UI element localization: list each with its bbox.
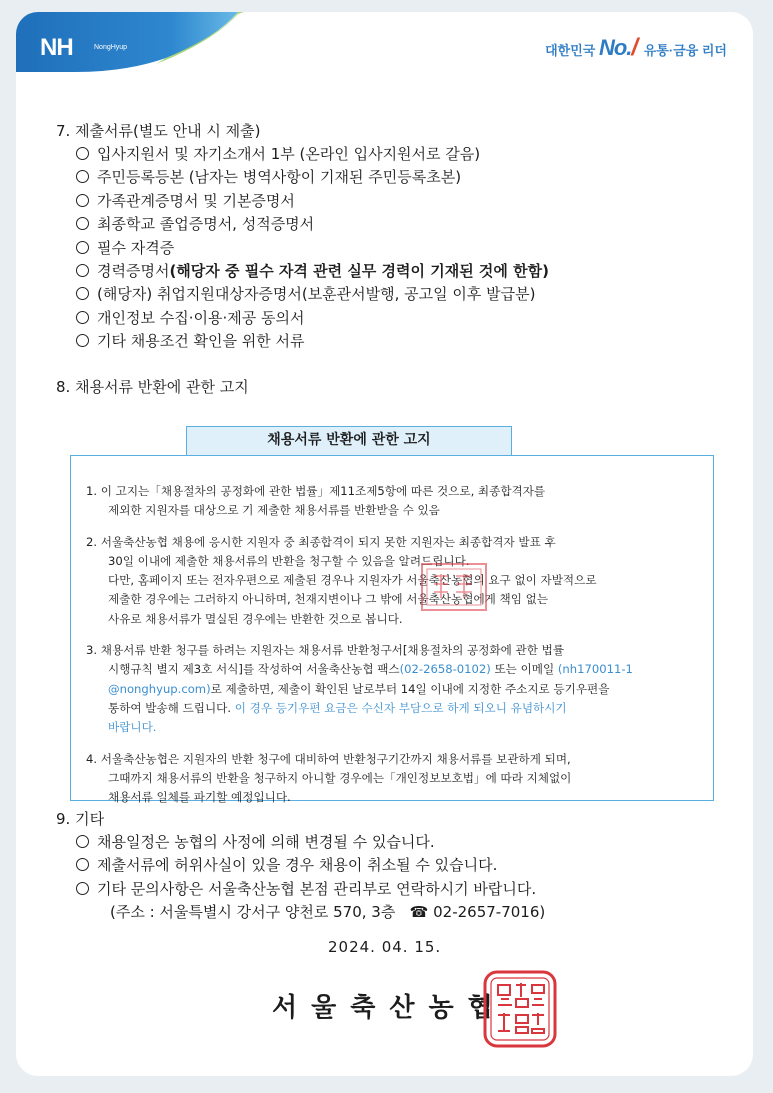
document-page xyxy=(16,12,753,1076)
circle-bullet-icon xyxy=(76,217,89,230)
list-item: 기타 문의사항은 서울축산농협 본점 관리부로 연락하시기 바랍니다. xyxy=(56,878,736,901)
notice-paragraph-2: 2. 서울축산농협 채용에 응시한 지원자 중 최종합격이 되지 못한 지원자는 최종합격자 발표 후 30일 이내에 제출한 채용서류의 반환을 청구할 수 있음을 알려드립니다. 다만, 홈페이지 또는 전자우편으로 제출된 경우나 지원자가 서울축산농협의 요구 없이 자발적으로 제출한 경우에는 그러하지 아니하며, 천재지변이나 그 밖에 서울축산농협에게 책임 없는 사유로 채용서류가 멸실된 경우에는 반환한 것으로 봅니다. xyxy=(86,534,597,626)
list-item: (해당자) 취업지원대상자증명서(보훈관서발행, 공고일 이후 발급분) xyxy=(56,283,736,306)
notice-body xyxy=(86,482,706,819)
list-item: 제출서류에 허위사실이 있을 경우 채용이 취소될 수 있습니다. xyxy=(56,854,736,877)
faint-seal-stamp-icon xyxy=(416,560,492,614)
slogan xyxy=(545,34,727,62)
circle-bullet-icon xyxy=(76,264,89,277)
notice-title: 채용서류 반환에 관한 고지 xyxy=(186,426,512,456)
list-item: 개인정보 수집·이용·제공 동의서 xyxy=(56,307,736,330)
list-item: 주민등록등본 (남자는 병역사항이 기재된 주민등록초본) xyxy=(56,166,736,189)
email-address: (nh170011-1 xyxy=(557,662,633,677)
section-8-title: 8. 채용서류 반환에 관한 고지 xyxy=(56,377,249,396)
email-address-cont: @nonghyup.com) xyxy=(108,681,211,696)
circle-bullet-icon xyxy=(76,334,89,347)
circle-bullet-icon xyxy=(76,311,89,324)
circle-bullet-icon xyxy=(76,241,89,254)
list-item: 필수 자격증 xyxy=(56,237,736,260)
circle-bullet-icon xyxy=(76,835,89,848)
list-item: 최종학교 졸업증명서, 성적증명서 xyxy=(56,213,736,236)
notice-paragraph-1: 1. 이 고지는「채용절차의 공정화에 관한 법률」제11조제5항에 따른 것으로, 최종합격자를 제외한 지원자를 대상으로 기 제출한 채용서류를 반환받을 수 있음 xyxy=(86,484,546,518)
list-item: 채용일정은 농협의 사정에 의해 변경될 수 있습니다. xyxy=(56,831,736,854)
slogan-prefix: 대한민국 xyxy=(545,43,596,58)
organization-name: 서울축산농협 xyxy=(272,993,507,1023)
nh-logo-subtitle: NongHyup xyxy=(94,44,128,51)
slogan-suffix: 유통·금융 리더 xyxy=(643,43,727,58)
list-item-career: 경력증명서(해당자 중 필수 자격 관련 실무 경력이 기재된 것에 한함) xyxy=(56,260,736,283)
contact-address: (주소 : 서울특별시 강서구 양천로 570, 3층 ☎ 02-2657-7016) xyxy=(110,903,546,922)
circle-bullet-icon xyxy=(76,287,89,300)
section-9-title: 9. 기타 xyxy=(56,810,105,828)
circle-bullet-icon xyxy=(76,194,89,207)
list-item: 기타 채용조건 확인을 위한 서류 xyxy=(56,330,736,353)
notice-paragraph-3: 3. 채용서류 반환 청구를 하려는 지원자는 채용서류 반환청구서[채용절차의 공정화에 관한 법률 시행규칙 별지 제3호 서식]를 작성하여 서울축산농협 팩스(02-2658-0102) 또는 이메일 (nh170011-1 @nonghyup.com)로 제출하면, 제출이 확인된 날로부터 14일 이내에 지정한 주소지로 등기우편을 통하여 발송해 드립니다. 이 경우 등기우편 요금은 수신자 부담으로 하게 되오니 유념하시기 바랍니다. xyxy=(86,643,633,735)
section-9 xyxy=(56,808,736,924)
circle-bullet-icon xyxy=(76,882,89,895)
nh-logo: NH xyxy=(40,34,73,61)
circle-bullet-icon xyxy=(76,147,89,160)
list-item: 입사지원서 및 자기소개서 1부 (온라인 입사지원서로 갈음) xyxy=(56,143,736,166)
circle-bullet-icon xyxy=(76,170,89,183)
list-item: 가족관계증명서 및 기본증명서 xyxy=(56,190,736,213)
official-seal-icon xyxy=(482,969,558,1049)
section-7 xyxy=(56,120,736,399)
circle-bullet-icon xyxy=(76,858,89,871)
phone-number: 02-2657-7016) xyxy=(433,903,546,922)
phone-icon: ☎ xyxy=(409,903,429,922)
section-7-title: 7. 제출서류(별도 안내 시 제출) xyxy=(56,122,261,140)
fax-number: (02-2658-0102) xyxy=(399,662,491,677)
slogan-no1-mark: / xyxy=(631,34,639,61)
issue-date: 2024. 04. 15. xyxy=(328,938,442,956)
slogan-no1: No. xyxy=(598,35,632,60)
notice-paragraph-4: 4. 서울축산농협은 지원자의 반환 청구에 대비하여 반환청구기간까지 채용서류를 보관하게 되며, 그때까지 채용서류의 반환을 청구하지 아니할 경우에는「개인정보보호법」에 따라 지체없이 채용서류 일체를 파기할 예정입니다. xyxy=(86,751,572,805)
letterhead xyxy=(16,12,753,72)
